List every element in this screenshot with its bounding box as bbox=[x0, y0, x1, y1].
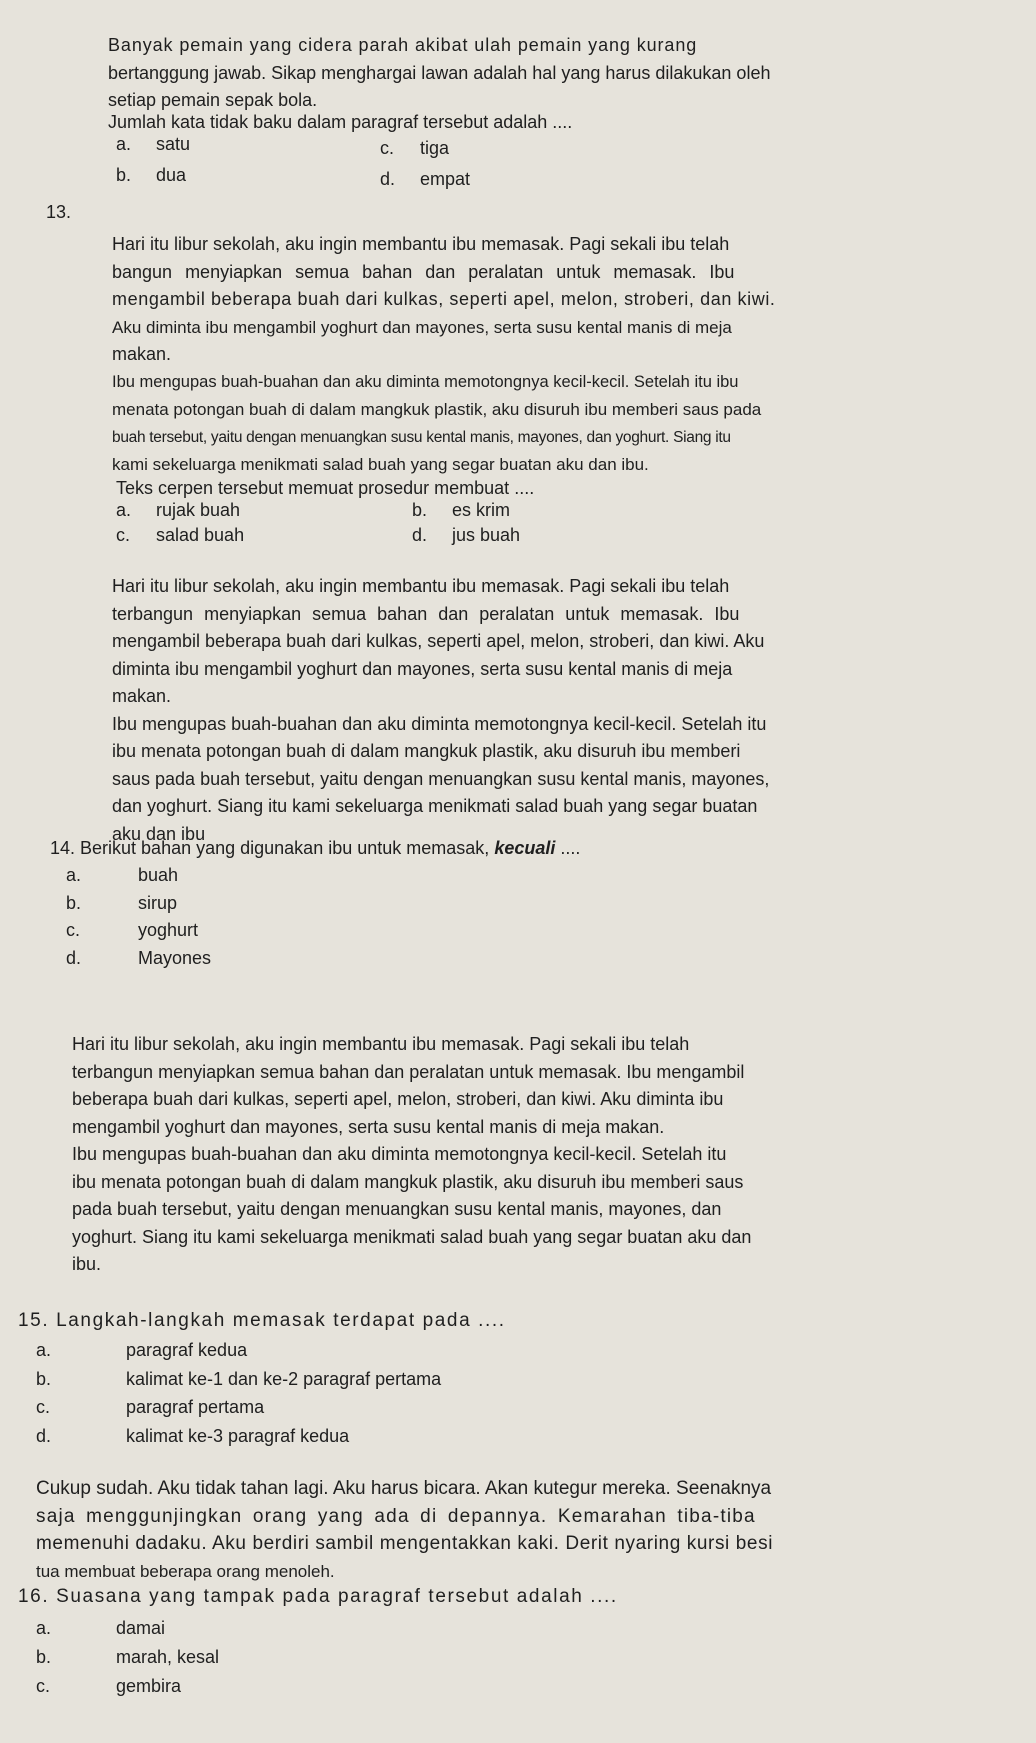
options-q15 bbox=[36, 1336, 441, 1450]
passage-line: Aku diminta ibu mengambil yoghurt dan mayones, serta susu kental manis di meja bbox=[112, 317, 732, 337]
passage-q15 bbox=[72, 1031, 952, 1279]
passage-line: terbangun menyiapkan semua bahan dan peralatan untuk memasak. Ibu mengambil bbox=[72, 1061, 745, 1082]
passage-line: terbangun menyiapkan semua bahan dan peralatan untuk memasak. Ibu bbox=[112, 603, 740, 624]
option-b[interactable]: b. es krim bbox=[412, 500, 510, 520]
passage-sepak-bola bbox=[108, 32, 943, 115]
question-kata-tidak-baku: Jumlah kata tidak baku dalam paragraf tersebut adalah .... bbox=[108, 112, 573, 132]
options-q13 bbox=[116, 500, 632, 546]
passage-line: ibu menata potongan buah di dalam mangkuk plastik, aku disuruh ibu memberi bbox=[112, 741, 741, 761]
passage-line: kami sekeluarga menikmati salad buah yang segar buatan aku dan ibu. bbox=[112, 455, 649, 474]
passage-line: menata potongan buah di dalam mangkuk plastik, aku disuruh ibu memberi saus pada bbox=[112, 400, 762, 419]
option-b[interactable]: b. marah, kesal bbox=[36, 1647, 220, 1667]
passage-line: ibu menata potongan buah di dalam mangkuk plastik, aku disuruh ibu memberi saus bbox=[72, 1171, 744, 1192]
passage-line: mengambil beberapa buah dari kulkas, seperti apel, melon, stroberi, dan kiwi. Aku bbox=[112, 631, 765, 651]
passage-q16 bbox=[36, 1475, 964, 1585]
passage-line: saja menggunjingkan orang yang ada di depannya. Kemarahan tiba-tiba bbox=[36, 1505, 756, 1527]
passage-line: beberapa buah dari kulkas, seperti apel, melon, stroberi, dan kiwi. Aku diminta ibu bbox=[72, 1089, 724, 1109]
options-q16 bbox=[36, 1614, 219, 1701]
option-d[interactable]: d. empat bbox=[380, 169, 471, 189]
passage-q13 bbox=[112, 231, 944, 479]
option-d[interactable]: d. jus buah bbox=[412, 525, 521, 545]
passage-line: makan. bbox=[112, 686, 172, 706]
passage-line: buah tersebut, yaitu dengan menuangkan susu kental manis, mayones, dan yoghurt. Siang itu bbox=[112, 428, 731, 446]
question-14: 14. Berikut bahan yang digunakan ibu untuk memasak, kecuali .... bbox=[50, 838, 581, 858]
passage-line: Hari itu libur sekolah, aku ingin membantu ibu memasak. Pagi sekali ibu telah bbox=[112, 576, 730, 596]
passage-line: aku dan ibu bbox=[112, 823, 206, 844]
option-a[interactable]: a. satu bbox=[116, 134, 191, 154]
passage-line: makan. bbox=[112, 344, 172, 364]
passage-line: bertanggung jawab. Sikap menghargai lawan adalah hal yang harus dilakukan oleh bbox=[108, 62, 771, 83]
option-b[interactable]: b. kalimat ke-1 dan ke-2 paragraf pertama bbox=[36, 1368, 442, 1389]
passage-line: Hari itu libur sekolah, aku ingin membantu ibu memasak. Pagi sekali ibu telah bbox=[72, 1034, 690, 1054]
option-c[interactable]: c. salad buah bbox=[116, 525, 245, 545]
passage-line: setiap pemain sepak bola. bbox=[108, 90, 318, 110]
passage-line: Ibu mengupas buah-buahan dan aku diminta memotongnya kecil-kecil. Setelah itu ibu bbox=[112, 372, 739, 391]
option-c[interactable]: c. yoghurt bbox=[66, 920, 199, 940]
question-15: 15. Langkah-langkah memasak terdapat pada .... bbox=[18, 1310, 506, 1331]
passage-line: diminta ibu mengambil yoghurt dan mayones, serta susu kental manis di meja bbox=[112, 658, 733, 679]
passage-line: Ibu mengupas buah-buahan dan aku diminta memotongnya kecil-kecil. Setelah itu bbox=[72, 1144, 727, 1164]
question-number-13: 13. bbox=[46, 202, 72, 222]
emphasis-kecuali: kecuali bbox=[494, 838, 556, 858]
passage-line: bangun menyiapkan semua bahan dan peralatan untuk memasak. Ibu bbox=[112, 261, 735, 282]
passage-line: saus pada buah tersebut, yaitu dengan menuangkan susu kental manis, mayones, bbox=[112, 768, 770, 789]
question-16: 16. Suasana yang tampak pada paragraf tersebut adalah .... bbox=[18, 1586, 618, 1607]
passage-line: mengambil yoghurt dan mayones, serta susu kental manis di meja makan. bbox=[72, 1116, 665, 1137]
question-13: Teks cerpen tersebut memuat prosedur membuat .... bbox=[116, 478, 535, 498]
passage-line: ibu. bbox=[72, 1254, 102, 1274]
passage-line: mengambil beberapa buah dari kulkas, seperti apel, melon, stroberi, dan kiwi. bbox=[112, 289, 776, 309]
option-a[interactable]: a. damai bbox=[36, 1618, 166, 1638]
option-c[interactable]: c. gembira bbox=[36, 1676, 182, 1696]
passage-line: Banyak pemain yang cidera parah akibat ulah pemain yang kurang bbox=[108, 35, 698, 55]
option-d[interactable]: d. kalimat ke-3 paragraf kedua bbox=[36, 1425, 350, 1446]
options-q14 bbox=[66, 862, 211, 972]
option-a[interactable]: a. paragraf kedua bbox=[36, 1340, 248, 1360]
passage-line: Hari itu libur sekolah, aku ingin membantu ibu memasak. Pagi sekali ibu telah bbox=[112, 234, 730, 254]
passage-line: dan yoghurt. Siang itu kami sekeluarga menikmati salad buah yang segar buatan bbox=[112, 796, 758, 816]
option-c[interactable]: c. paragraf pertama bbox=[36, 1397, 265, 1417]
passage-line: memenuhi dadaku. Aku berdiri sambil mengentakkan kaki. Derit nyaring kursi besi bbox=[36, 1533, 774, 1554]
option-d[interactable]: d. Mayones bbox=[66, 947, 212, 968]
passage-line: Cukup sudah. Aku tidak tahan lagi. Aku harus bicara. Akan kutegur mereka. Seenaknya bbox=[36, 1478, 772, 1499]
option-a[interactable]: a. rujak buah bbox=[116, 500, 241, 520]
passage-line: yoghurt. Siang itu kami sekeluarga menikmati salad buah yang segar buatan aku dan bbox=[72, 1226, 752, 1247]
passage-line: tua membuat beberapa orang menoleh. bbox=[36, 1561, 335, 1581]
passage-line: pada buah tersebut, yaitu dengan menuangkan susu kental manis, mayones, dan bbox=[72, 1199, 722, 1219]
option-b[interactable]: b. sirup bbox=[66, 892, 178, 913]
option-c[interactable]: c. tiga bbox=[380, 138, 450, 158]
options-q12 bbox=[116, 134, 580, 190]
passage-q14 bbox=[112, 573, 950, 848]
option-a[interactable]: a. buah bbox=[66, 865, 179, 885]
option-b[interactable]: b. dua bbox=[116, 165, 187, 185]
passage-line: Ibu mengupas buah-buahan dan aku diminta memotongnya kecil-kecil. Setelah itu bbox=[112, 713, 767, 734]
